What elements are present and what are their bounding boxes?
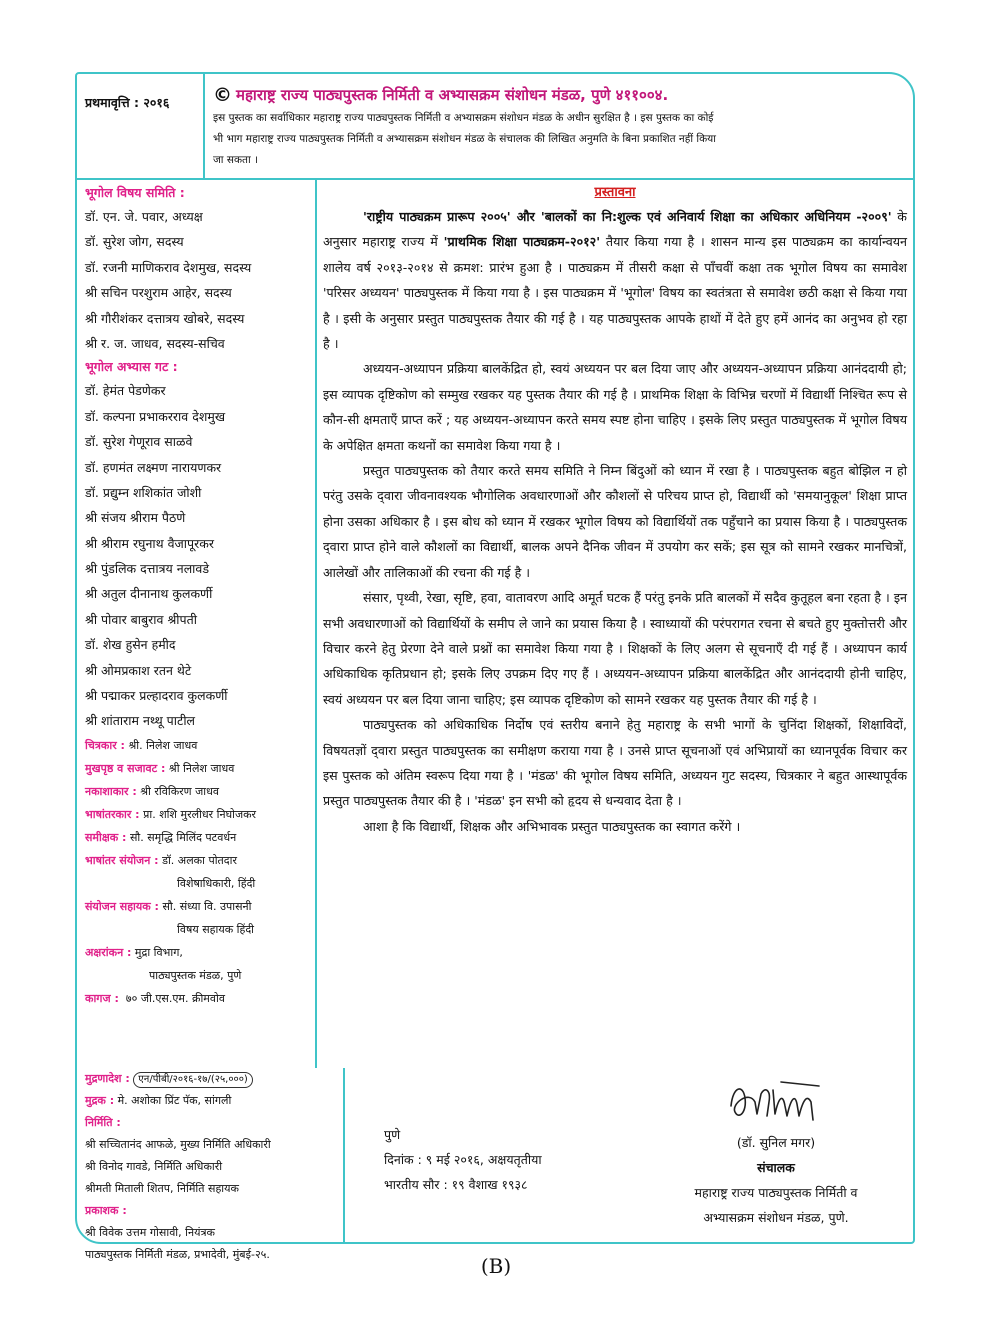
- publisher-line: श्री विवेक उत्तम गोसावी, नियंत्रक: [85, 1226, 216, 1239]
- preface-column: [319, 182, 913, 839]
- study-group-member: डॉ. शेख हुसेन हमीद: [85, 637, 176, 653]
- translator-label: भाषांतरकार :: [85, 807, 140, 821]
- copyright-line: जा सकता ।: [213, 154, 259, 166]
- study-group-member: डॉ. कल्पना प्रभाकरराव देशमुख: [85, 408, 226, 424]
- preface-paragraph-6: आशा है कि विद्यार्थी, शिक्षक और अभिभावक प्रस्तुत पाठ्यपुस्तक का स्वागत करेंगे ।: [363, 818, 741, 834]
- page-label: (B): [480, 1254, 512, 1278]
- production-member: श्री विनोद गावडे, निर्मिति अधिकारी: [85, 1160, 223, 1173]
- signatory-org-2: अभ्यासक्रम संशोधन मंडळ, पुणे.: [703, 1210, 849, 1225]
- signatory-role: संचालक: [757, 1160, 795, 1175]
- illustrator-label: चित्रकार :: [85, 738, 125, 752]
- study-group-member: डॉ. हणमंत लक्ष्मण नारायणकर: [85, 459, 222, 475]
- typesetting-label: अक्षरांकन :: [85, 945, 132, 959]
- coordination-assistant-label: संयोजन सहायक :: [85, 899, 159, 913]
- production-title: [85, 1112, 343, 1134]
- typesetting-credit: [85, 941, 315, 964]
- preface-paragraph-5: पाठ्यपुस्तक को अधिकाधिक निर्दोष एवं स्तरीय बनाने हेतु महाराष्ट्र के सभी भागों के चुनिंदा शिक्षकों, शिक्षाविदों, विषयतज्ञों द्‌वारा प्रस्तुत पाठ्यपुस्तक का समीक्षण कराया गया है । उनसे प्राप्त सूचनाओं एवं अभिप्रायों का ध्यानपूर्वक विचार कर इस पुस्तक को अंतिम स्वरूप दिया गया है । 'मंडळ' की भूगोल विषय समिति, अध्ययन गुट सदस्य, चित्रकार ने बहुत आस्थापूर्वक प्रस्तुत पाठ्यपुस्तक तैयार की है । 'मंडळ' इन सभी को हृदय से धन्यवाद देता है ।: [323, 717, 907, 809]
- print-order-number: एन/पीबी/२०१६-१७/(२५,०००): [133, 1072, 253, 1088]
- copyright-notice: [213, 108, 905, 171]
- translation-coordination-credit: [85, 849, 315, 872]
- committee-member: डॉ. रजनी माणिकराव देशमुख, सदस्य: [85, 259, 252, 275]
- study-group-member: श्री पुंडलिक दत्तात्रय नलावडे: [85, 561, 210, 577]
- committee-member: श्री र. ज. जाधव, सदस्य-सचिव: [85, 335, 225, 351]
- typesetting-org: पाठ्यपुस्तक मंडळ, पुणे: [149, 968, 242, 982]
- preface-bold-1: 'राष्ट्रीय पाठ्यक्रम प्रारूप २००५' और 'बालकों का नि:शुल्क एवं अनिवार्य शिक्षा का अधिकार अधिनियम -२००९': [363, 209, 892, 224]
- preface-bold-2: 'प्राथमिक शिक्षा पाठ्यक्रम-२०१२': [443, 234, 601, 250]
- cover-credit: [85, 757, 315, 780]
- signature-image: [640, 1072, 912, 1130]
- publisher-title: [85, 1200, 343, 1222]
- signatory-name: (डॉ. सुनिल मगर): [736, 1135, 816, 1150]
- copyright-line: भी भाग महाराष्ट्र राज्य पाठ्यपुस्तक निर्मिती व अभ्यासक्रम संशोधन मंडळ के संचालक की लिखित अनुमति के बिना प्रकाशित नहीं किया: [213, 133, 716, 145]
- study-group-member: डॉ. प्रद्युम्न शशिकांत जोशी: [85, 484, 202, 500]
- committee-member: डॉ. एन. जे. पवार, अध्यक्ष: [85, 209, 203, 224]
- study-group-member: डॉ. हेमंत पेडणेकर: [85, 383, 166, 399]
- reviewer-label: समीक्षक :: [85, 830, 127, 844]
- copyright-heading: [213, 84, 905, 106]
- translation-coordination-role: विशेषाधिकारी, हिंदी: [177, 876, 256, 890]
- study-group-member: श्री संजय श्रीराम पैठणे: [85, 510, 186, 526]
- preface-text-1: के अनुसार महाराष्ट्र राज्य में: [323, 209, 907, 250]
- copyright-icon: ©: [213, 84, 232, 106]
- production-member: श्री सच्चितानंद आफळे, मुख्य निर्मिति अधिकारी: [85, 1138, 271, 1151]
- translation-coordination-label: भाषांतर संयोजन :: [85, 853, 159, 867]
- committee-member: श्री गौरीशंकर दत्तात्रय खोबरे, सदस्य: [85, 310, 245, 326]
- study-group-member: श्री अतुल दीनानाथ कुलकर्णी: [85, 586, 213, 602]
- committee-member: श्री सचिन परशुराम आहेर, सदस्य: [85, 285, 232, 301]
- cover-name: श्री निलेश जाधव: [168, 761, 235, 775]
- print-order-label: मुद्रणादेश :: [85, 1072, 130, 1085]
- date: दिनांक : ९ मई २०१६, अक्षयतृतीया: [384, 1152, 542, 1167]
- publisher-label: प्रकाशक :: [85, 1204, 127, 1217]
- reviewer-credit: [85, 826, 315, 849]
- credits-column: [77, 180, 317, 1068]
- preface-paragraph-1: [323, 204, 907, 356]
- cartographer-credit: [85, 780, 315, 803]
- edition-text: प्रथमावृत्ति : २०१६: [85, 95, 170, 110]
- publisher-line: पाठ्यपुस्तक निर्मिती मंडळ, प्रभादेवी, मुंबई-२५.: [85, 1248, 270, 1261]
- signature-icon: [721, 1076, 831, 1126]
- study-group-member: श्री पद्माकर प्रल्हादराव कुलकर्णी: [85, 688, 228, 704]
- printer-credit: [85, 1090, 343, 1112]
- place-date-block: [384, 1122, 542, 1197]
- place: पुणे: [384, 1127, 401, 1142]
- study-group-title: भूगोल अभ्यास गट :: [85, 359, 178, 375]
- preface-paragraph-2: अध्ययन-अध्यापन प्रक्रिया बालकेंद्रित हो, स्वयं अध्ययन पर बल दिया जाए और अध्ययन-अध्यापन प्रक्रिया आनंददायी हो; इस व्यापक दृष्टिकोण को सम्मुख रखकर यह पुस्तक तैयार की गई है । प्राथमिक शिक्षा के विभिन्न चरणों में विद्यार्थी निश्चित रूप से कौन-सी क्षमताएँ प्राप्त करें ; यह अध्ययन-अध्यापन करते समय स्पष्ट होना चाहिए । इसके लिए प्रस्तुत पाठ्यपुस्तक में भूगोल विषय के अपेक्षित क्षमता कथनों का समावेश किया गया है ।: [323, 361, 907, 453]
- cartographer-name: श्री रविकिरण जाधव: [140, 784, 220, 798]
- preface-text-2: तैयार किया गया है । शासन मान्य इस पाठ्यक्रम का कार्यान्वयन शालेय वर्ष २०१३-२०१४ से क्रमश: प्रारंभ हुआ है । पाठ्यक्रम में तीसरी कक्षा से पाँचवीं कक्षा तक भूगोल विषय का समावेश 'परिसर अध्ययन' पाठ्यपुस्तक में किया गया है । इस पाठ्यक्रम में 'भूगोल' विषय का स्वतंत्रता से समावेश छठी कक्षा से किया गया है । इसी के अनुसार प्रस्तुत पाठ्यपुस्तक तैयार की गई है । यह पाठ्यपुस्तक आपके हाथों में देते हुए हमें आनंद का अनुभव हो रहा है ।: [323, 234, 908, 352]
- print-info-column: [77, 1068, 345, 1261]
- cartographer-label: नकाशाकार :: [85, 784, 137, 798]
- study-group-member: श्री पोवार बाबुराव श्रीपती: [85, 611, 198, 627]
- copyright-heading-text: महाराष्ट्र राज्य पाठ्यपुस्तक निर्मिती व अभ्यासक्रम संशोधन मंडळ, पुणे ४११००४.: [236, 86, 669, 104]
- signature-block: [640, 1072, 912, 1230]
- preface-paragraph-3: प्रस्तुत पाठ्यपुस्तक को तैयार करते समय समिति ने निम्न बिंदुओं को ध्यान में रखा है । पाठ्यपुस्तक बहुत बोझिल न हो परंतु उसके द्‌वारा जीवनावश्यक भौगोलिक अवधारणाओं और कौशलों से परिचय प्राप्त हो, विद्यार्थी को 'समयानुकूल' शिक्षा प्राप्त होना उसका अधिकार है । इस बोध को ध्यान में रखकर भूगोल विषय को विद्यार्थियों तक पहुँचाने का प्रयास किया है । पाठ्यपुस्तक द्‌वारा प्राप्त होने वाले कौशलों का विद्यार्थी, बालक अपने दैनिक जीवन में उपयोग कर सकें; इस सूत्र को सामने रखकर मानचित्रों, आलेखों और तालिकाओं की रचना की गई है ।: [323, 463, 907, 580]
- committee-member: डॉ. सुरेश जोग, सदस्य: [85, 234, 184, 250]
- paper-credit: [85, 987, 315, 1010]
- paper-label: कागज :: [85, 991, 119, 1005]
- translation-coordination-name: डॉ. अलका पोतदार: [162, 853, 238, 867]
- production-label: निर्मिति :: [85, 1116, 121, 1129]
- printer-label: मुद्रक :: [85, 1094, 115, 1107]
- production-member: श्रीमती मिताली शितप, निर्मिति सहायक: [85, 1182, 239, 1195]
- paper-spec: ७० जी.एस.एम. क्रीमवोव: [125, 991, 225, 1005]
- study-group-member: डॉ. सुरेश गेणूराव साळवे: [85, 434, 193, 450]
- saka-date: भारतीय सौर : १९ वैशाख १९३८: [384, 1177, 528, 1192]
- printer-name: मे. अशोका प्रिंट पॅक, सांगली: [117, 1094, 232, 1107]
- print-order: [85, 1068, 343, 1090]
- coordination-assistant-role: विषय सहायक हिंदी: [177, 922, 255, 936]
- coordination-assistant-name: सौ. संध्या वि. उपासनी: [162, 899, 252, 913]
- edition-cell: [77, 74, 205, 180]
- study-group-member: श्री शांताराम नथ्थू पाटील: [85, 713, 196, 729]
- coordination-assistant-credit: [85, 895, 315, 918]
- illustrator-name: श्री. निलेश जाधव: [128, 738, 198, 752]
- typesetting-name: मुद्रा विभाग,: [134, 945, 183, 959]
- preface-paragraph-4: संसार, पृथ्वी, रेखा, सृष्टि, हवा, वातावरण आदि अमूर्त घटक हैं परंतु इनके प्रति बालकों में सदैव कुतूहल बना रहता है । इन सभी अवधारणाओं को विद्यार्थियों के समीप ले जाने का प्रयास किया है । स्वाध्यायों की परंपरागत रचना से बचते हुए मुक्तोत्तरी और विचार करने हेतु प्रेरणा देने वाले प्रश्नों का समावेश किया गया है । शिक्षकों के लिए अलग से सूचनाएँ दी गई हैं । अध्यापन कार्य अधिकाधिक कृतिप्रधान हो; इसके लिए उपक्रम दिए गए हैं । अध्ययन-अध्यापन प्रक्रिया बालकेंद्रित और आनंददायी होनी चाहिए, स्वयं अध्ययन पर बल दिया जाना चाहिए; इस व्यापक दृष्टिकोण को सामने रखकर यह पुस्तक तैयार की गई है ।: [323, 590, 907, 707]
- signatory-org-1: महाराष्ट्र राज्य पाठ्यपुस्तक निर्मिती व: [694, 1185, 858, 1200]
- committee-title: भूगोल विषय समिति :: [85, 185, 185, 200]
- reviewer-name: सौ. समृद्धि मिलिंद पटवर्धन: [129, 830, 237, 844]
- cover-label: मुखपृष्ठ व सजावट :: [85, 761, 166, 775]
- illustrator-credit: [85, 734, 315, 757]
- preface-title: प्रस्तावना: [594, 185, 636, 200]
- copyright-cell: [205, 74, 913, 180]
- study-group-member: श्री श्रीराम रघुनाथ वैजापूरकर: [85, 535, 214, 551]
- translator-name: प्रा. शशि मुरलीधर निघोजकर: [143, 807, 257, 821]
- copyright-line: इस पुस्तक का सर्वाधिकार महाराष्ट्र राज्य पाठ्यपुस्तक निर्मिती व अभ्यासक्रम संशोधन मंडळ के अधीन सुरक्षित है । इस पुस्तक का कोई: [213, 112, 714, 124]
- translator-credit: [85, 803, 315, 826]
- study-group-member: श्री ओमप्रकाश रतन थेटे: [85, 662, 192, 678]
